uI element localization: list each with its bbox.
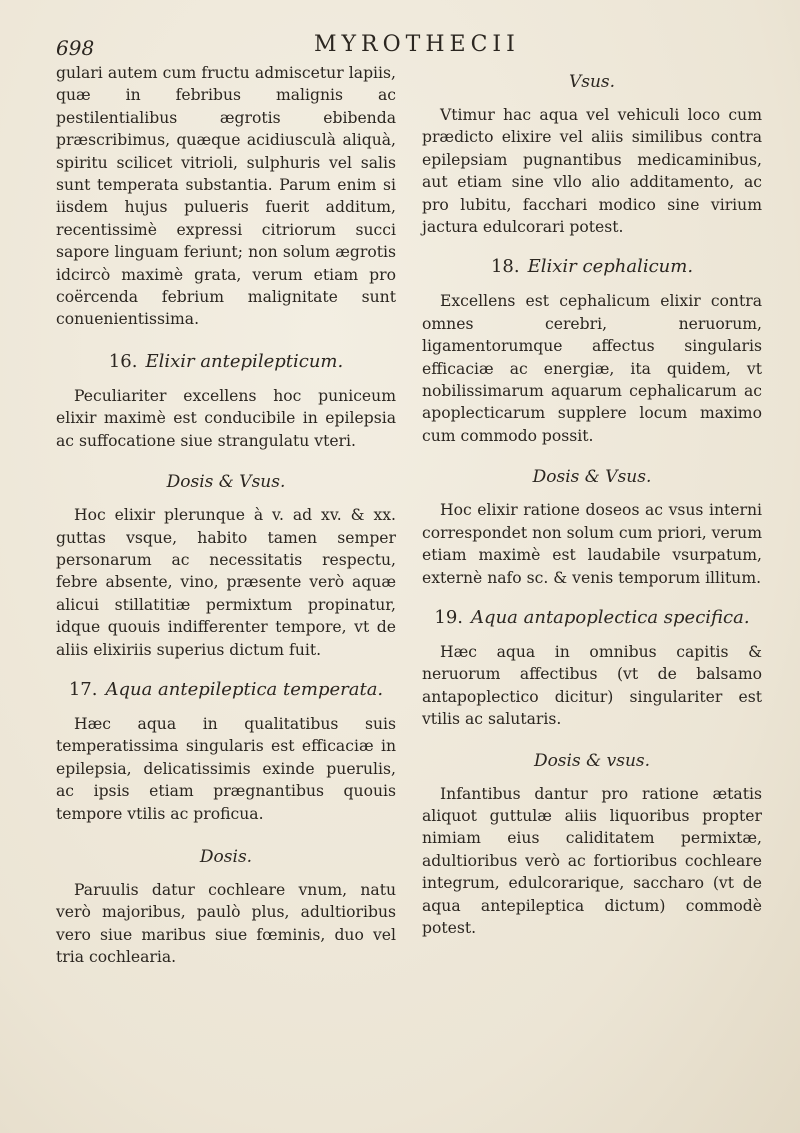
right-column xyxy=(422,62,762,939)
section-heading-17 xyxy=(56,677,396,703)
dosis-paragraph: Hoc elixir plerunque à v. ad xv. & xx. guttas vsque, habito tamen semper personarum ac necessitatis respectu, febre absente, vino, præsente verò aquæ alicui stillatitiæ permixtum propinatur, idque quouis indifferenter tempore, vt de aliis elixiriis superius dictum fuit. xyxy=(56,506,396,659)
page-number: 698 xyxy=(56,36,95,60)
section-heading-19 xyxy=(422,605,762,631)
section-number: 16. xyxy=(108,350,138,372)
left-column xyxy=(56,62,396,969)
section-title: Aqua antapoplectica specifica. xyxy=(471,606,750,628)
vsus-paragraph: Vtimur hac aqua vel vehiculi loco cum prædicto elixire vel aliis similibus contra epilepsiam pugnantibus medicaminibus, aut etiam sine vllo alio additamento, ac pro lubitu, facchari modico sine virium jactura edulcorari potest. xyxy=(422,106,762,237)
subheading-dosis-vsus: Dosis & Vsus. xyxy=(166,472,286,493)
section-number: 17. xyxy=(68,678,98,700)
section-paragraph: Hæc aqua in qualitatibus suis temperatissima singularis est efficaciæ in epilepsia, delicatissimis exinde puerulis, ac ipsis etiam prægnantibus quouis tempore vtilis ac proficua. xyxy=(56,714,396,823)
subheading-vsus: Vsus. xyxy=(568,72,616,92)
subheading-dosis: Dosis. xyxy=(199,846,253,867)
section-paragraph: Excellens est cephalicum elixir contra omnes cerebri, neruorum, ligamentorumque affectus singularis efficaciæ ac energiæ, ita quidem, vt nobilissimarum aquarum cephalicarum ac apoplecticarum supplere locum maximo cum commodo possit. xyxy=(422,292,762,445)
section-heading-18 xyxy=(422,254,762,280)
section-number: 18. xyxy=(490,256,520,278)
subheading-dosis-vsus: Dosis & Vsus. xyxy=(532,467,652,488)
section-title: Aqua antepileptica temperata. xyxy=(105,678,384,700)
section-heading-16 xyxy=(56,349,396,375)
running-title: MYROTHECII xyxy=(314,32,520,57)
section-paragraph: Peculiariter excellens hoc puniceum elixir maximè est conducibile in epilepsia ac suffocatione siue strangulatu vteri. xyxy=(56,386,396,450)
section-number: 19. xyxy=(434,606,464,628)
dosis-paragraph: Paruulis datur cochleare vnum, natu verò majoribus, paulò plus, adultioribus vero siue maribus siue fœminis, duo vel tria cochlearia. xyxy=(56,880,396,967)
section-paragraph: Hæc aqua in omnibus capitis & neruorum affectibus (vt de balsamo antapoplectico dicitur) singulariter est vtilis ac salutaris. xyxy=(422,642,762,729)
dosis-paragraph: Hoc elixir ratione doseos ac vsus interni correspondet non solum cum priori, verum etiam maximè est laudabile vsurpatum, externè nafo sc. & venis temporum illitum. xyxy=(422,501,762,587)
subheading-dosis-vsus: Dosis & vsus. xyxy=(533,750,651,771)
dosis-paragraph: Infantibus dantur pro ratione ætatis aliquot guttulæ aliis liquoribus propter nimiam eius caliditatem permixtæ, adultioribus verò ac fortioribus cochleare integrum, edulcorarique, saccharo (vt de aqua antepileptica dictum) commodè potest. xyxy=(422,784,762,937)
intro-paragraph: gulari autem cum fructu admiscetur lapiis, quæ in febribus malignis ac pestilentialibus ægrotis ebibenda præscribimus, quæque acidiusculà aliquà, spiritu scilicet vitrioli, sulphuris vel salis sunt temperata substantia. Parum enim si iisdem hujus pulueris fuerit additum, recentissimè expressi citriorum succi sapore linguam feriunt; non solum ægrotis idcircò maximè grata, verum etiam pro coërcenda febrium malignitate sunt conuenientissima. xyxy=(56,64,396,329)
section-title: Elixir cephalicum. xyxy=(527,256,694,278)
page-header xyxy=(56,30,756,64)
section-title: Elixir antepilepticum. xyxy=(145,350,344,372)
